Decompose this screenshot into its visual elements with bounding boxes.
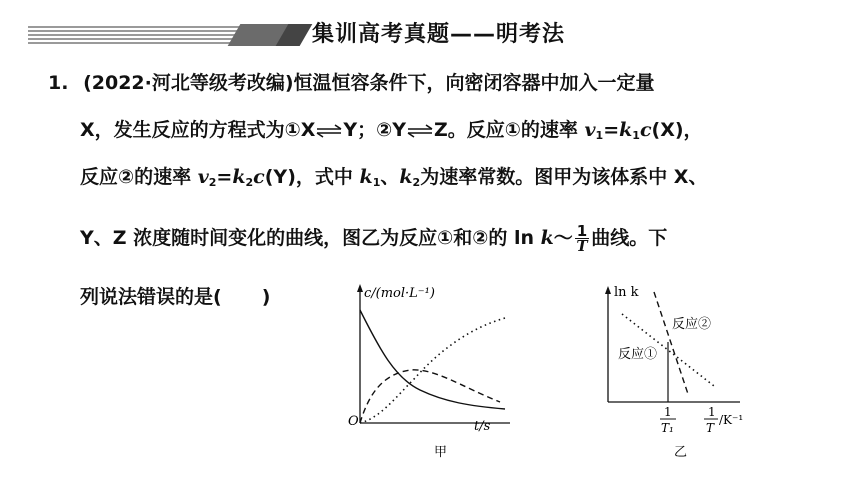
question-text-5b: ) [261,286,271,308]
y-axis-label: ln k [614,285,639,300]
question-text-2b: Y；②Y [343,119,406,141]
var-c: c [253,166,265,188]
equals-sign: = [603,119,620,141]
label-reaction-2: 反应② [672,317,712,332]
header-banner [0,0,860,58]
equals-sign: = [216,166,233,188]
question-line-2 [80,117,703,149]
equilibrium-arrow-icon [407,124,433,138]
figure-caption: 甲 [434,445,448,460]
question-line-3 [80,164,707,196]
label-reaction-1: 反应① [618,347,658,362]
tick-2-num: 1 [708,405,716,419]
figure-yi [590,278,790,478]
var-k2: k [232,166,246,188]
sub-2: 2 [245,176,254,189]
var-v1: v [584,119,596,141]
frac-numerator: 1 [576,222,588,240]
equilibrium-arrow-icon [316,124,342,138]
sub-2: 2 [208,176,217,189]
var-c: c [639,119,652,141]
var-k1: k [619,119,633,141]
question-line-4 [80,224,667,253]
tick-2-den: T [706,421,715,435]
sub-1: 1 [632,129,640,142]
question-text-1: (2022·河北等级考改编)恒温恒容条件下，向密闭容器中加入一定量 [83,72,655,94]
sub-1: 1 [372,176,381,189]
question-text-5a: 列说法错误的是( [80,286,222,308]
question-line-1 [48,70,655,96]
question-number: 1. [48,72,69,94]
question-text-3c: 为速率常数。图甲为该体系中 X、 [420,166,708,188]
header-stripes [28,26,240,44]
question-text-4a: Y、Z 浓度随时间变化的曲线，图乙为反应①和②的 ln [80,227,534,249]
page-title: 集训高考真题——明考法 [312,22,566,47]
figure-jia [340,278,540,468]
fraction-one-over-t [575,224,589,253]
tick-2-unit: /K⁻¹ [719,413,744,427]
tick-1-den: T₁ [661,421,674,435]
curve-y-dashed [360,370,500,423]
frac-denominator: T [576,237,588,255]
question-text-4b: 曲线。下 [591,227,668,249]
var-k1: k [359,166,373,188]
var-v2: v [197,166,209,188]
question-text-3b: (Y)，式中 [264,166,353,188]
origin-label: O [348,414,359,429]
separator: 、 [380,166,400,188]
sub-1: 1 [595,129,604,142]
figure-caption: 乙 [674,445,688,460]
line-reaction-2-dashed [654,292,688,394]
tilde: ～ [553,227,573,249]
sub-2: 2 [412,176,421,189]
var-k: k [540,227,554,249]
tick-1-num: 1 [664,405,672,419]
var-k2: k [399,166,413,188]
x-axis-label: t/s [474,419,491,434]
y-axis-label: c/(mol·L⁻¹) [364,286,435,301]
question-text-2d: (X)， [651,119,703,141]
question-text-2c: Z。反应①的速率 [434,119,578,141]
question-text-2a: X，发生反应的方程式为①X [80,119,316,141]
question-text-3a: 反应②的速率 [80,166,192,188]
y-axis-arrow-icon [357,284,363,292]
y-axis-arrow-icon [605,286,611,294]
question-line-5 [80,284,270,310]
